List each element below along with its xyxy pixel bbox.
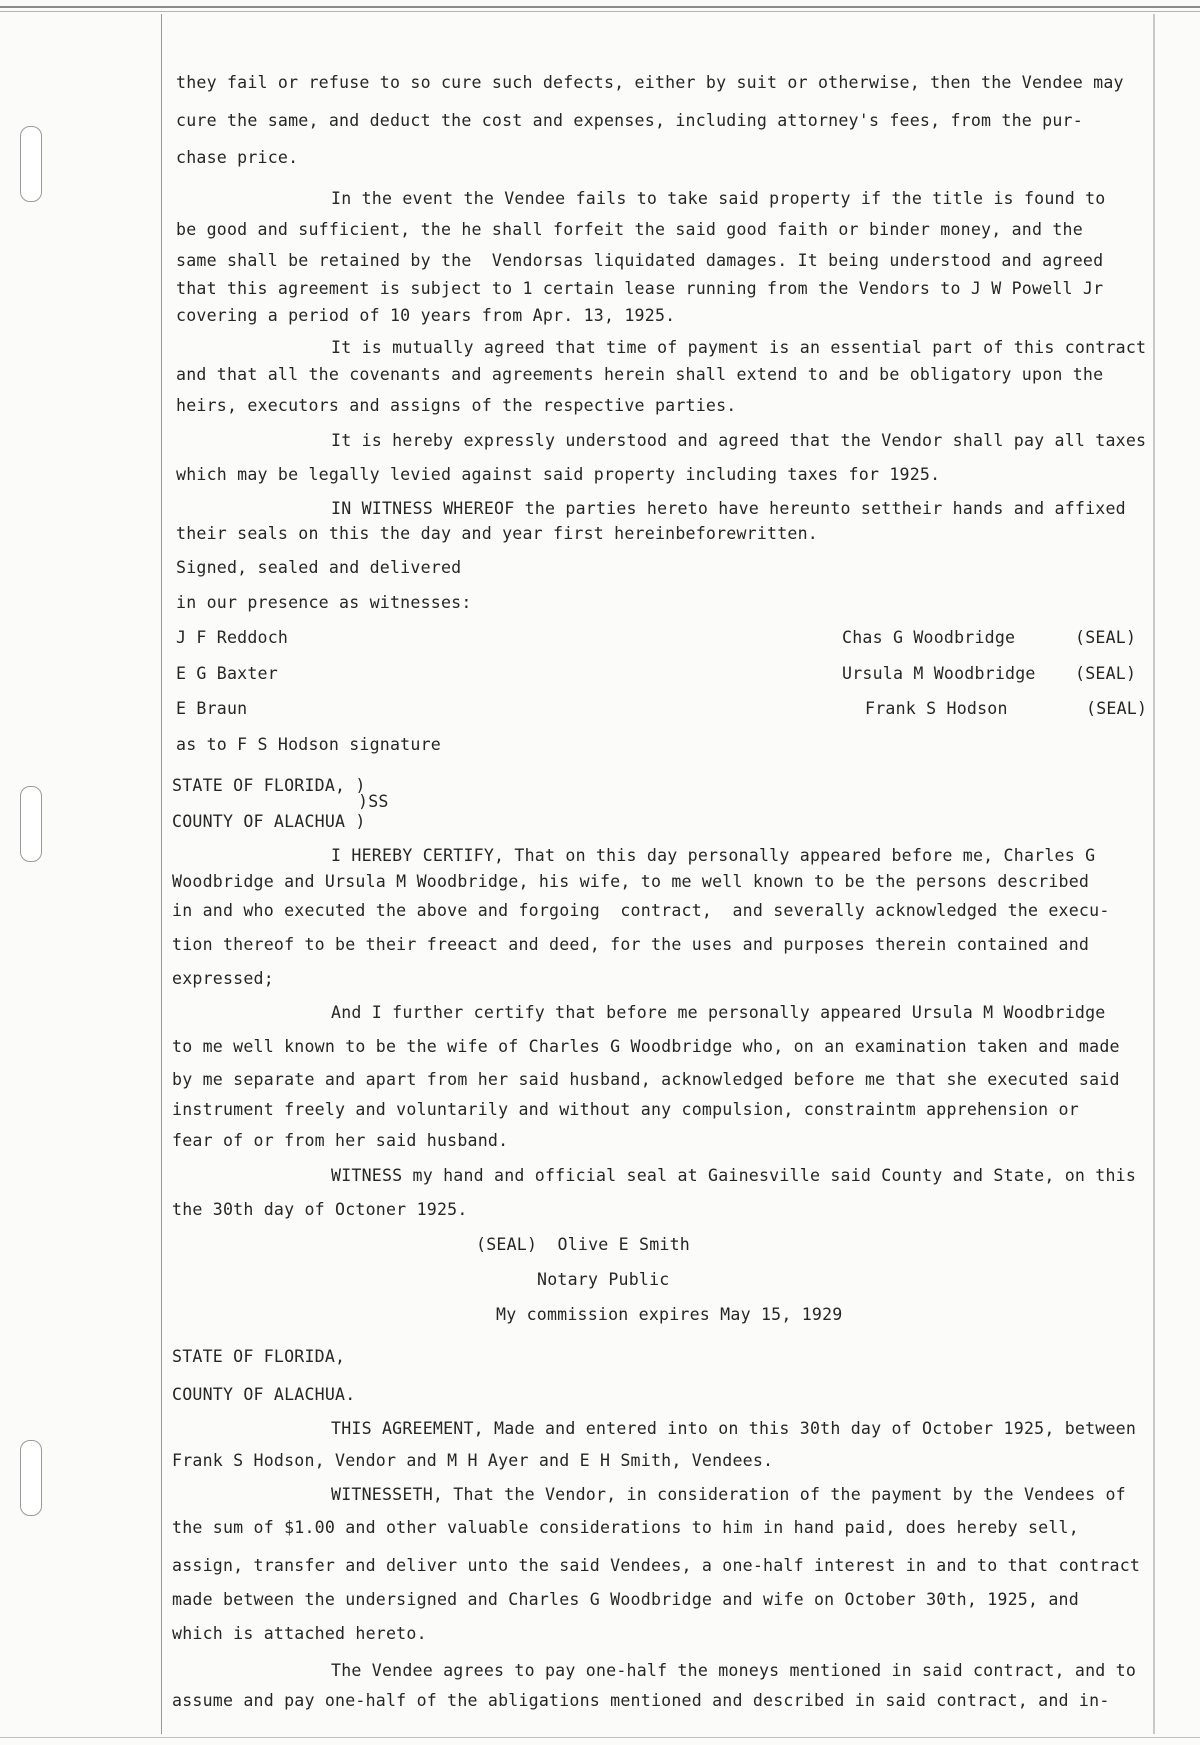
witness-name: J F Reddoch (176, 628, 289, 647)
bottom-rule (0, 1737, 1200, 1738)
text-line: cure the same, and deduct the cost and expenses, including attorney's fees, from the pur- (176, 111, 1083, 130)
left-margin-line (161, 14, 162, 1734)
venue-state: STATE OF FLORIDA, ) (172, 776, 366, 795)
signature-seal: (SEAL) (1075, 628, 1137, 647)
text-line: It is hereby expressly understood and agreed that the Vendor shall pay all taxes (331, 431, 1147, 450)
text-line: and that all the covenants and agreements herein shall extend to and be obligatory upon the (176, 365, 1104, 384)
text-line: made between the undersigned and Charles G Woodbridge and wife on October 30th, 1925, and (172, 1590, 1079, 1609)
witness-name: E Braun (176, 699, 248, 718)
text-line: tion thereof to be their freeact and deed, for the uses and purposes therein contained and (172, 935, 1090, 954)
text-line: instrument freely and voluntarily and without any compulsion, constraintm apprehension or (172, 1100, 1079, 1119)
text-line: THIS AGREEMENT, Made and entered into on this 30th day of October 1925, between (331, 1419, 1137, 1438)
text-line: which may be legally levied against said property including taxes for 1925. (176, 465, 941, 484)
witness-name: E G Baxter (176, 664, 278, 683)
text-line: in our presence as witnesses: (176, 593, 472, 612)
text-line: chase price. (176, 148, 299, 167)
text-line: It is mutually agreed that time of payment is an essential part of this contract (331, 338, 1147, 357)
text-line: heirs, executors and assigns of the respective parties. (176, 396, 737, 415)
signature-seal: (SEAL) (1086, 699, 1148, 718)
punch-hole-top (20, 126, 42, 202)
venue-ss: )SS (358, 792, 389, 811)
text-line: I HEREBY CERTIFY, That on this day personally appeared before me, Charles G (331, 846, 1096, 865)
text-line: to me well known to be the wife of Charles G Woodbridge who, on an examination taken and made (172, 1037, 1120, 1056)
text-line: the sum of $1.00 and other valuable considerations to him in hand paid, does hereby sell, (172, 1518, 1079, 1537)
venue-county-2: COUNTY OF ALACHUA. (172, 1385, 356, 1404)
text-line: that this agreement is subject to 1 certain lease running from the Vendors to J W Powell Jr (176, 279, 1104, 298)
text-line: WITNESSETH, That the Vendor, in consideration of the payment by the Vendees of (331, 1485, 1126, 1504)
signature-name: Chas G Woodbridge (842, 628, 1016, 647)
top-rule (0, 6, 1200, 8)
venue-county: COUNTY OF ALACHUA ) (172, 812, 366, 831)
notary-signature: (SEAL) Olive E Smith (476, 1235, 690, 1254)
venue-state-2: STATE OF FLORIDA, (172, 1347, 346, 1366)
text-line: In the event the Vendee fails to take said property if the title is found to (331, 189, 1106, 208)
text-line: Frank S Hodson, Vendor and M H Ayer and E H Smith, Vendees. (172, 1451, 774, 1470)
text-line: be good and sufficient, the he shall forfeit the said good faith or binder money, and the (176, 220, 1083, 239)
text-line: by me separate and apart from her said husband, acknowledged before me that she executed said (172, 1070, 1120, 1089)
notary-commission: My commission expires May 15, 1929 (496, 1305, 843, 1324)
text-line: expressed; (172, 969, 274, 988)
punch-hole-middle (20, 786, 42, 862)
text-line: assume and pay one-half of the abligations mentioned and described in said contract, and in- (172, 1691, 1110, 1710)
text-line: same shall be retained by the Vendorsas liquidated damages. It being understood and agreed (176, 251, 1104, 270)
text-line: which is attached hereto. (172, 1624, 427, 1643)
text-line: The Vendee agrees to pay one-half the moneys mentioned in said contract, and to (331, 1661, 1137, 1680)
text-line: assign, transfer and deliver unto the said Vendees, a one-half interest in and to that contract (172, 1556, 1141, 1575)
text-line: IN WITNESS WHEREOF the parties hereto have hereunto settheir hands and affixed (331, 499, 1126, 518)
text-line: in and who executed the above and forgoing contract, and severally acknowledged the execu- (172, 901, 1110, 920)
text-line: the 30th day of Octoner 1925. (172, 1200, 468, 1219)
text-line: their seals on this the day and year first hereinbeforewritten. (176, 524, 818, 543)
text-line: Signed, sealed and delivered (176, 558, 462, 577)
text-line: WITNESS my hand and official seal at Gainesville said County and State, on this (331, 1166, 1137, 1185)
notary-title: Notary Public (537, 1270, 670, 1289)
text-line: covering a period of 10 years from Apr. 13, 1925. (176, 306, 676, 325)
witness-note: as to F S Hodson signature (176, 735, 441, 754)
text-line: Woodbridge and Ursula M Woodbridge, his wife, to me well known to be the persons described (172, 872, 1090, 891)
right-page-edge (1153, 14, 1155, 1734)
signature-name: Frank S Hodson (865, 699, 1008, 718)
signature-name: Ursula M Woodbridge (842, 664, 1036, 683)
top-rule-secondary (0, 11, 1200, 12)
text-line: And I further certify that before me personally appeared Ursula M Woodbridge (331, 1003, 1106, 1022)
signature-seal: (SEAL) (1075, 664, 1137, 683)
text-line: fear of or from her said husband. (172, 1131, 509, 1150)
text-line: they fail or refuse to so cure such defects, either by suit or otherwise, then the Vendee may (176, 73, 1124, 92)
punch-hole-bottom (20, 1440, 42, 1516)
